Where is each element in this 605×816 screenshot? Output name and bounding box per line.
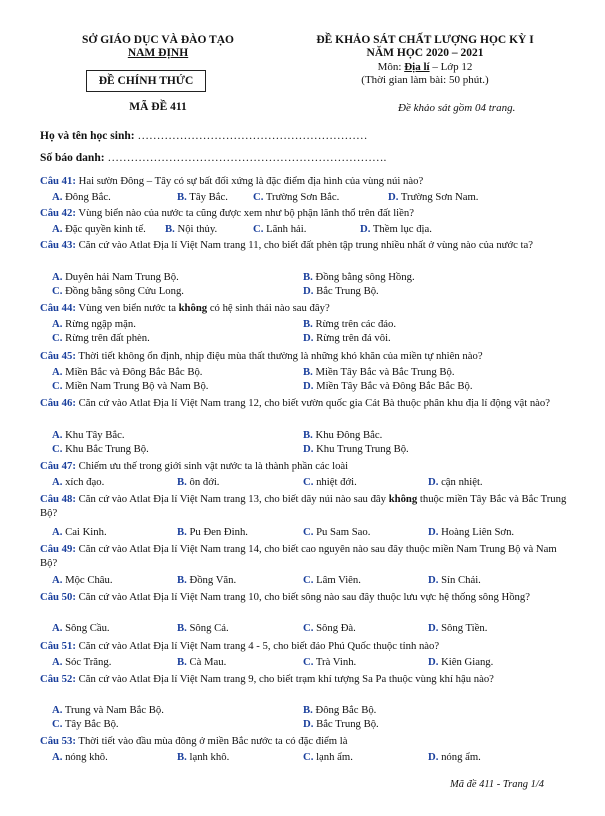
option: C. Trà Vinh. [303,656,357,668]
time-line: (Thời gian làm bài: 50 phút.) [361,74,489,86]
option: B. Nội thủy. [165,223,218,235]
option: B. Tây Bắc. [177,191,228,203]
option: B. Đông Bắc Bộ. [303,704,377,716]
option: C. Khu Bắc Trung Bộ. [52,443,149,455]
question-47: Câu 47: Chiếm ưu thế trong giới sinh vật nước ta là thành phần các loài [40,460,349,472]
option: B. lạnh khô. [177,751,230,763]
question-45: Câu 45: Thời tiết không ổn định, nhịp điệu mùa thất thường là những khó khăn của miền tự nhiên nào? [40,350,483,362]
option: A. Đặc quyền kinh tế. [52,223,146,235]
question-44: Câu 44: Vùng ven biển nước ta không có hệ sinh thái nào sau đây? [40,302,330,314]
option: A. Mộc Châu. [52,574,113,586]
option: B. ôn đới. [177,476,220,488]
option: D. Bắc Trung Bộ. [303,718,379,730]
option: D. cận nhiệt. [428,476,483,488]
option: C. Rừng trên đất phèn. [52,332,150,344]
option: C. Lâm Viên. [303,574,361,586]
option: A. Trung và Nam Bắc Bộ. [52,704,164,716]
pages-note: Đề khảo sát gồm 04 trang. [398,102,516,114]
option: D. Khu Trung Trung Bộ. [303,443,409,455]
question-53: Câu 53: Thời tiết vào đầu mùa đông ở miền Bắc nước ta có đặc điểm là [40,735,348,747]
question-50: Câu 50: Căn cứ vào Atlat Địa lí Việt Nam trang 10, cho biết sông nào sau đây thuộc lưu vực hệ thống sông Hồng? [40,591,530,603]
option: C. Đồng bằng sông Cửu Long. [52,285,184,297]
option: A. Đông Bắc. [52,191,111,203]
question-46: Câu 46: Căn cứ vào Atlat Địa lí Việt Nam trang 12, cho biết vườn quốc gia Cát Bà thuộc phân khu địa lí động vật nào? [40,397,551,409]
student-id-field: Số báo danh: ………………………………………………………………. [40,152,387,164]
option: C. Miền Nam Trung Bộ và Nam Bộ. [52,380,209,392]
option: B. Đồng bằng sông Hồng. [303,271,415,283]
question-42: Câu 42: Vùng biển nào của nước ta cũng được xem như bộ phận lãnh thổ trên đất liền? [40,207,414,219]
option: A. xích đạo. [52,476,105,488]
option: A. nóng khô. [52,751,108,763]
exam-code: MÃ ĐỀ 411 [129,101,187,113]
option: B. Rừng trên các đảo. [303,318,397,330]
option: B. Pu Đen Đinh. [177,526,248,538]
option: C. Tây Bắc Bộ. [52,718,119,730]
option: D. Sông Tiền. [428,622,488,634]
option: C. Trường Sơn Bắc. [253,191,340,203]
option: A. Cai Kinh. [52,526,107,538]
question-43: Câu 43: Căn cứ vào Atlat Địa lí Việt Nam trang 11, cho biết đất phèn tập trung nhiều nhất ở vùng nào của nước ta? [40,239,533,251]
school-year: NĂM HỌC 2020 – 2021 [366,47,484,59]
question-51: Câu 51: Căn cứ vào Atlat Địa lí Việt Nam trang 4 - 5, cho biết đảo Phú Quốc thuộc tỉnh nào? [40,640,440,652]
option: A. Rừng ngập mặn. [52,318,136,330]
option: A. Sóc Trăng. [52,656,112,668]
subject-line: Môn: Địa lí – Lớp 12 [377,61,473,73]
option: D. Trường Sơn Nam. [388,191,479,203]
option: C. Lãnh hải. [253,223,307,235]
option: C. nhiệt đới. [303,476,357,488]
dept-line-1: SỞ GIÁO DỤC VÀ ĐÀO TẠO [82,34,234,46]
option: B. Cà Mau. [177,656,227,668]
student-name-field: Họ và tên học sinh: …………………………………………………… [40,130,368,142]
dept-line-2: NAM ĐỊNH [127,47,189,59]
option: D. nóng ẩm. [428,751,481,763]
option: D. Rừng trên đá vôi. [303,332,391,344]
option: D. Thềm lục địa. [360,223,432,235]
option: C. lạnh ẩm. [303,751,353,763]
option: D. Sín Chải. [428,574,481,586]
option: B. Miền Tây Bắc và Bắc Trung Bộ. [303,366,455,378]
option: D. Kiên Giang. [428,656,494,668]
option: D. Bắc Trung Bộ. [303,285,379,297]
option: A. Duyên hải Nam Trung Bộ. [52,271,179,283]
exam-title: ĐỀ KHẢO SÁT CHẤT LƯỢNG HỌC KỲ I [316,34,534,46]
option: D. Miền Tây Bắc và Đông Bắc Bắc Bộ. [303,380,473,392]
option: B. Khu Đông Bắc. [303,429,383,441]
question-41: Câu 41: Hai sườn Đông – Tây có sự bất đối xứng là đặc điểm địa hình của vùng núi nào? [40,175,424,187]
option: C. Sông Đà. [303,622,356,634]
option: A. Sông Cầu. [52,622,110,634]
question-49: Câu 49: Căn cứ vào Atlat Địa lí Việt Nam trang 14, cho biết cao nguyên nào sau đây thuộc miền Nam Trung Bộ và Nam Bộ? [40,543,557,569]
option: B. Sông Cả. [177,622,229,634]
option: A. Khu Tây Bắc. [52,429,125,441]
option: D. Hoàng Liên Sơn. [428,526,515,538]
question-52: Câu 52: Căn cứ vào Atlat Địa lí Việt Nam trang 9, cho biết trạm khí tượng Sa Pa thuộc vùng khí hậu nào? [40,673,494,685]
question-48: Câu 48: Căn cứ vào Atlat Địa lí Việt Nam trang 13, cho biết dãy núi nào sau đây không thuộc miền Tây Bắc và Bắc Trung Bộ? [40,493,567,519]
official-box: ĐỀ CHÍNH THỨC [86,70,206,92]
page-footer: Mã đề 411 - Trang 1/4 [450,779,545,790]
option: B. Đồng Văn. [177,574,237,586]
option: A. Miền Bắc và Đông Bắc Bắc Bộ. [52,366,203,378]
option: C. Pu Sam Sao. [303,526,371,538]
